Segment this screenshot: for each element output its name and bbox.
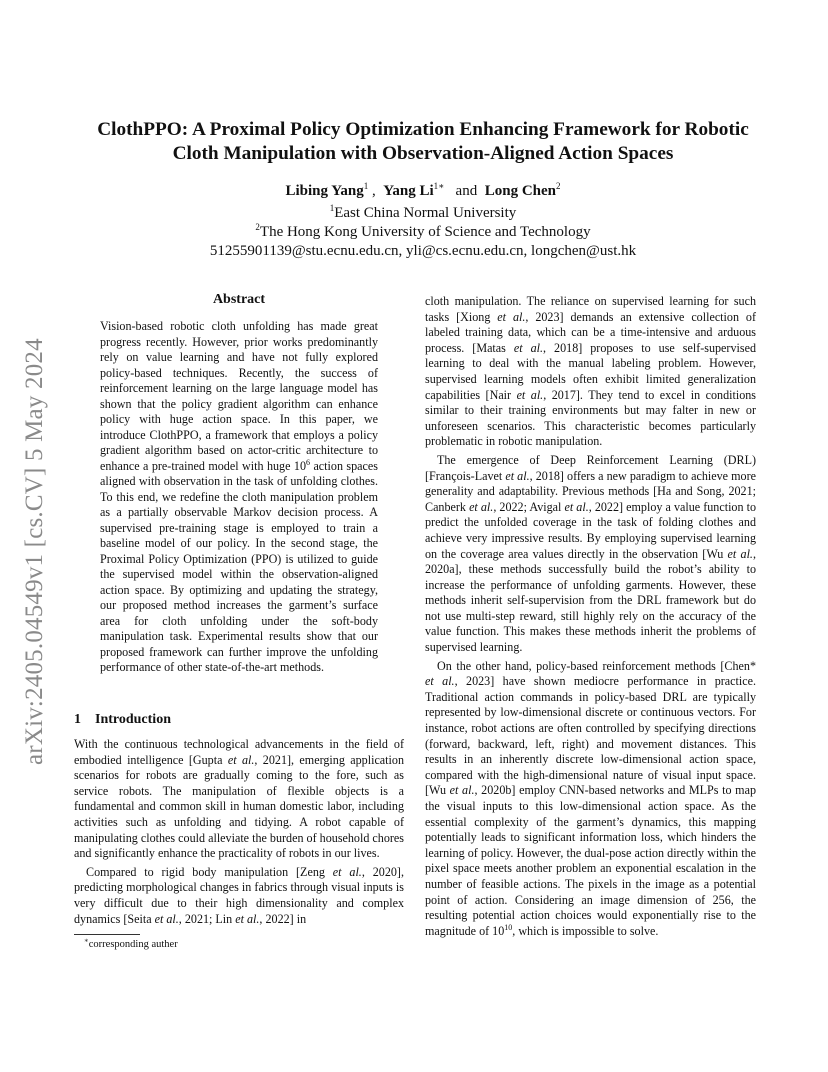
section-title: Introduction bbox=[95, 712, 171, 727]
affiliation-line bbox=[90, 204, 756, 223]
footnote-divider bbox=[74, 934, 140, 935]
author-name: Libing Yang bbox=[285, 183, 364, 199]
right-column-body bbox=[425, 294, 756, 939]
title-line-2: Cloth Manipulation with Observation-Aligned Action Spaces bbox=[172, 143, 674, 164]
paper-title bbox=[90, 118, 756, 166]
footnote-text: corresponding auther bbox=[88, 939, 178, 950]
arxiv-identifier: arXiv:2405.04549v1 [cs.CV] 5 May 2024 bbox=[21, 338, 48, 765]
paragraph: Compared to rigid body manipulation [Zeng et al., 2020], predicting morphological changes in fabrics through visual inputs is very difficult due to their high dimensionality and complex dynamics [Seita et al., 2021; Lin et al., 2022] in bbox=[74, 864, 404, 926]
author-name: Yang Li bbox=[383, 183, 434, 199]
author-separator: and bbox=[455, 183, 478, 199]
author-mark: 1∗ bbox=[433, 181, 445, 191]
section-number: 1 bbox=[74, 712, 81, 727]
footnote bbox=[84, 938, 178, 951]
author-mark: 1 bbox=[363, 181, 369, 191]
author-mark: 2 bbox=[556, 181, 561, 191]
section-heading-introduction bbox=[74, 712, 404, 728]
affiliation-line bbox=[90, 223, 756, 242]
paragraph: On the other hand, policy-based reinforcement methods [Chen* et al., 2023] have shown mediocre performance in practice. Traditional action commands in policy-based DRL are typically represented by low-dimensional discrete or continuous vectors. For instance, robot actions are often controlled by specifying directions (forward, backward, left, right) and movement distances. This results in an inherently discrete low-dimensional action space, compared with the high-dimensional nature of visual input space. [Wu et al., 2020b] employ CNN-based networks and MLPs to map the visual inputs to this low-dimensional action space. As the essential complexity of the garment’s dynamics, this mapping potentially leads to significant information loss, which hinders the learning of policy. However, the dual-pose action directly within the pixel space meets another problem an exponential escalation in the number of feasible actions. The pixels in the image as a potential point of action. Considering an image dimension of 256, the resulting potential action choices would exponentially rise to the magnitude of $10^{10}$, which is impossible to solve. bbox=[425, 658, 757, 938]
footnote-mark: ∗ bbox=[84, 936, 89, 945]
abstract-text: Vision-based robotic cloth unfolding has made great progress recently. However, prior works predominantly rely on value learning and have not fully explored policy-based techniques. Recently, the success of reinforcement learning on the large language model has shown that the policy gradient algorithm can enhance policy with huge action space. In this paper, we introduce ClothPPO, a framework that employs a policy gradient algorithm based on actor-critic architecture to enhance a pre-trained model with huge 10 bbox=[100, 319, 378, 473]
introduction-body bbox=[74, 737, 404, 927]
exponent: 6 bbox=[306, 457, 310, 467]
paragraph: cloth manipulation. The reliance on supervised learning for such tasks [Xiong et al., 2023] demands an extensive collection of labeled training data, which can be a time-intensive and arduous process. [Matas et al., 2018] proposes to use self-supervised learning to deal with the manual labeling problem. However, supervised learning models often exhibit limited generalization capabilities [Nair et al., 2017]. They tend to excel in conditions similar to their training environments but may falter in new or unforeseen scenarios. This characteristic becomes particularly problematic in robotic manipulation. bbox=[425, 294, 756, 449]
abstract-text: action spaces aligned with observation in the task of unfolding clothes. To this end, we redefine the cloth manipulation problem as a partially observable Markov decision process. A supervised pre-training stage is employed to train a baseline model of our policy. In the second stage, the Proximal Policy Optimization (PPO) is utilized to guide the supervised model within the observation-aligned action space. By optimizing and updating the strategy, our proposed method increases the garment’s surface area for cloth unfolding under the soft-body manipulation task. Experimental results show that our proposed framework can further improve the unfolding performance of other state-of-the-art methods. bbox=[100, 458, 378, 674]
affiliation-text: East China Normal University bbox=[334, 205, 517, 221]
paragraph: The emergence of Deep Reinforcement Learning (DRL) [François-Lavet et al., 2018] offers a new paradigm to achieve more generality and adaptability. Previous methods [Ha and Song, 2021; Canberk et al., 2022; Avigal et al., 2022] employ a value function to predict the unfolded coverage in the task of folding clothes and achieve very impressive results. By employing supervised learning on the coverage area values directly in the observation [Wu et al., 2020a], these methods successfully build the robot’s ability to increase the performance of unfolding garments. However, these methods inherit self-supervision from the DRL framework but do not use multi-step reward, still highly rely on the accuracy of the value function. This makes these methods inherit the problems of supervised learning. bbox=[425, 452, 757, 655]
affiliation-mark: 1 bbox=[329, 203, 335, 213]
affiliation-text: The Hong Kong University of Science and Technology bbox=[259, 224, 591, 240]
title-line-1: ClothPPO: A Proximal Policy Optimization Enhancing Framework for Robotic bbox=[97, 119, 749, 140]
affiliations bbox=[90, 204, 756, 261]
author-separator: , bbox=[368, 183, 376, 199]
abstract-heading: Abstract bbox=[212, 292, 266, 307]
exponent: 10 bbox=[504, 922, 513, 932]
affiliation-mark: 2 bbox=[255, 222, 260, 232]
author-name: Long Chen bbox=[484, 183, 556, 199]
abstract-body bbox=[100, 319, 378, 676]
author-list bbox=[90, 181, 756, 201]
author-emails: 51255901139@stu.ecnu.edu.cn, yli@cs.ecnu.edu.cn, longchen@ust.hk bbox=[209, 243, 637, 259]
paragraph: With the continuous technological advancements in the field of embodied intelligence [Gupta et al., 2021], emerging application scenarios for robots are gradually coming to the fore, such as service robots. The manipulation of flexible objects is a fundamental and common skill in human domestic labor, including activities such as unfolding and tidying. A robot capable of manipulating clothes could alleviate the burden of household chores and significantly enhance the practicality of robots in our lives. bbox=[74, 737, 404, 861]
